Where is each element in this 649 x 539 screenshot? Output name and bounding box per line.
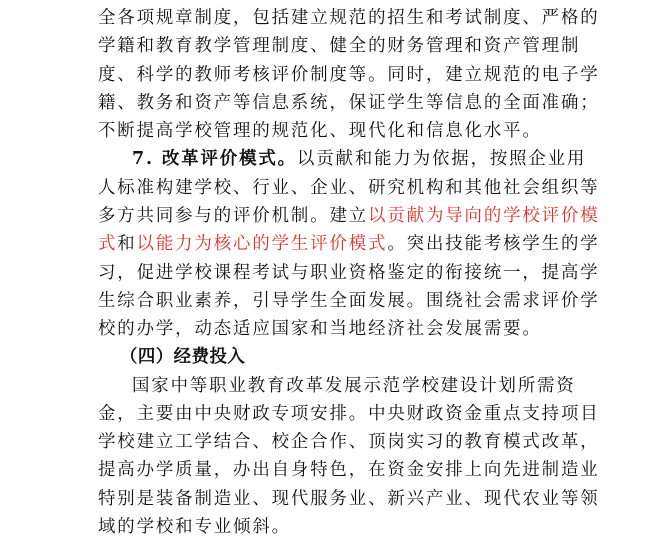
- paragraph-line: [98, 232, 600, 256]
- paragraph-line: 生综合职业素养，引导学生全面发展。围绕社会需求评价学: [98, 291, 600, 311]
- item-7-label: 7. 改革评价模式。: [132, 149, 297, 169]
- paragraph-line: 校的办学，动态适应国家和当地经济社会发展需要。: [98, 319, 542, 339]
- paragraph-line: 籍、教务和资产等信息系统，保证学生等信息的全面准确；: [98, 93, 600, 113]
- section-heading: （四）经费投入: [120, 347, 246, 367]
- item-7-text: 以贡献和能力为依据，按照企业用: [296, 149, 587, 169]
- text-segment: 和: [117, 234, 137, 254]
- paragraph-line: 不断提高学校管理的规范化、现代化和信息化水平。: [98, 121, 542, 141]
- highlighted-text: 以能力为核心的学生评价模式: [136, 234, 388, 254]
- paragraph-line: [98, 204, 600, 228]
- text-segment: 。突出技能考核学生的学: [387, 234, 600, 254]
- paragraph-line: 提高办学质量，办出自身特色，在资金安排上向先进制造业: [98, 460, 600, 480]
- item-7-line: [132, 147, 587, 171]
- paragraph-line: 习，促进学校课程考试与职业资格鉴定的衔接统一，提高学: [98, 263, 600, 283]
- paragraph-line: 学籍和教育教学管理制度、健全的财务管理和资产管理制: [98, 36, 581, 56]
- paragraph-line: 度、科学的教师考核评价制度等。同时，建立规范的电子学: [98, 65, 600, 85]
- paragraph-line: 全各项规章制度，包括建立规范的招生和考试制度、严格的: [98, 8, 600, 28]
- paragraph-line: 国家中等职业教育改革发展示范学校建设计划所需资: [132, 376, 576, 396]
- paragraph-line: 学校建立工学结合、校企合作、顶岗实习的教育模式改革，: [98, 432, 600, 452]
- highlighted-text: 以贡献为导向的学校评价模: [368, 206, 600, 226]
- paragraph-line: 金，主要由中央财政专项安排。中央财政资金重点支持项目: [98, 404, 600, 424]
- paragraph-line: 域的学校和专业倾斜。: [98, 517, 291, 537]
- highlighted-text: 式: [98, 234, 118, 254]
- paragraph-line: 特别是装备制造业、现代服务业、新兴产业、现代农业等领: [98, 489, 600, 509]
- paragraph-line: 人标准构建学校、行业、企业、研究机构和其他社会组织等: [98, 178, 600, 198]
- text-segment: 多方共同参与的评价机制。建立: [98, 206, 369, 226]
